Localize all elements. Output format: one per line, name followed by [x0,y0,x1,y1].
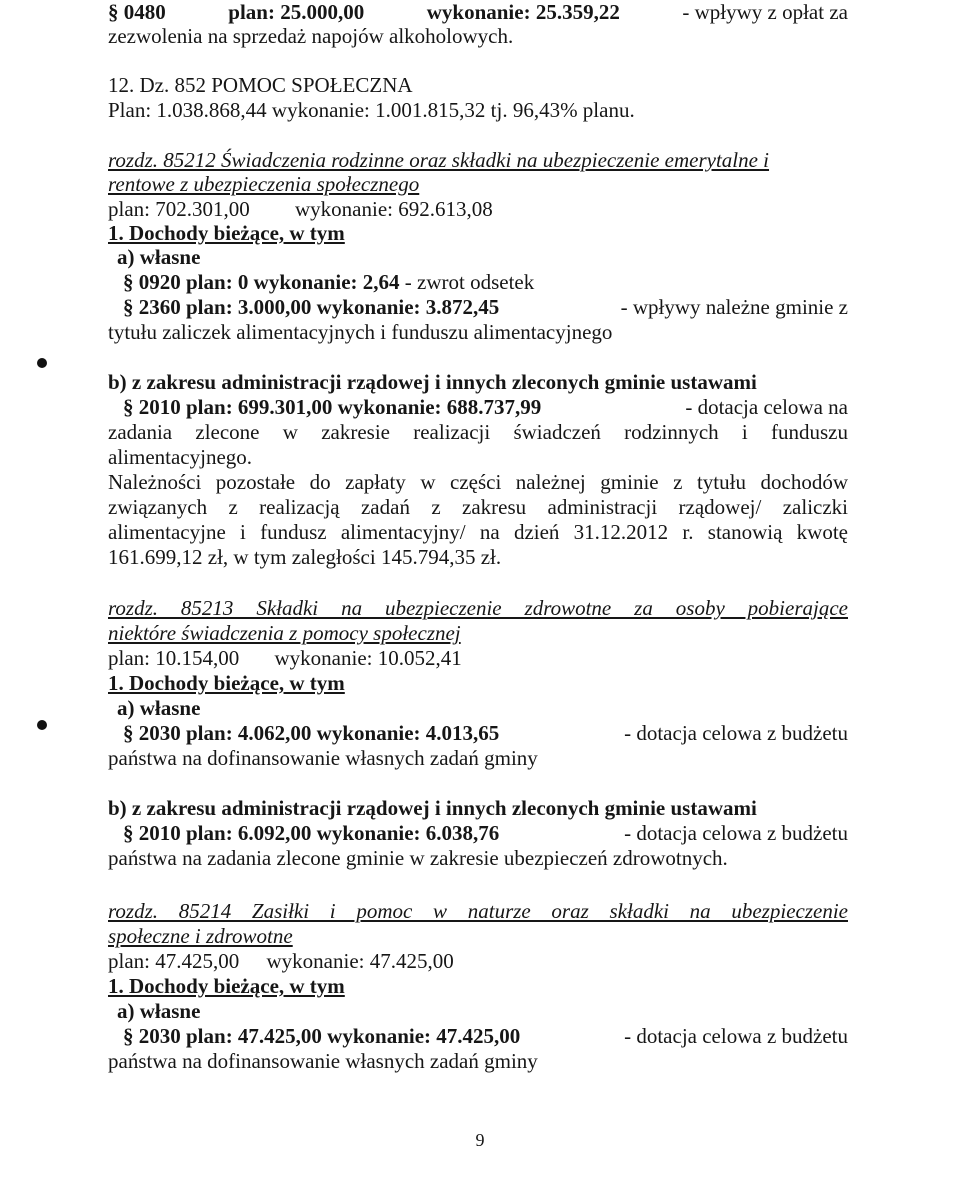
rozdz-85212-title: rozdz. 85212 Świadczenia rodzinne oraz składki na ubezpieczenie emerytalne i [108,148,770,172]
naleznosci-line-2: związanych z realizacją zadań z zakresu administracji rządowej/ zaliczki [108,495,848,519]
section-12-title: 12. Dz. 852 POMOC SPOŁECZNA [108,73,413,97]
para-2030-cont: państwa na dofinansowanie własnych zadań gminy [108,746,538,770]
rozdz-85213-plan: plan: 10.154,00 [108,646,240,670]
para-0480-label: § 0480 [108,0,166,24]
para-0480-plan: plan: 25.000,00 [228,0,365,24]
rozdz-85212-dochody: 1. Dochody bieżące, w tym [108,221,345,245]
para-0480-cont: zezwolenia na sprzedaż napojów alkoholowych. [108,24,514,48]
para-2010-85213-desc: - dotacja celowa z budżetu [624,821,848,845]
para-2030-desc: - dotacja celowa z budżetu [624,721,848,745]
para-2010-desc: - dotacja celowa na [685,395,848,419]
rozdz-85213-admin: b) z zakresu administracji rządowej i innych zleconych gminie ustawami [108,796,757,820]
section-12-plan: Plan: 1.038.868,44 wykonanie: 1.001.815,32 tj. 96,43% planu. [108,98,635,122]
para-2360-line [123,295,848,319]
rozdz-85212-wlasne: a) własne [117,245,201,269]
rozdz-85213-title-cont: niektóre świadczenia z pomocy społecznej [108,621,461,645]
rozdz-85214-dochody: 1. Dochody bieżące, w tym [108,974,345,998]
rozdz-85214-title: rozdz. 85214 Zasiłki i pomoc w naturze oraz składki na ubezpieczenie [108,899,848,923]
rozdz-85214-plan-line [108,949,848,973]
para-0480-wykonanie: wykonanie: 25.359,22 [426,0,620,24]
rozdz-85212-admin: b) z zakresu administracji rządowej i innych zleconych gminie ustawami [108,370,757,394]
punch-hole-mark [37,720,47,730]
rozdz-85212-wykonanie: wykonanie: 692.613,08 [295,197,493,221]
naleznosci-line-1: Należności pozostałe do zapłaty w części należnej gminie z tytułu dochodów [108,470,848,494]
para-2010-85213-cont: państwa na zadania zlecone gminie w zakresie ubezpieczeń zdrowotnych. [108,846,728,870]
para-0920-desc: - zwrot odsetek [404,270,535,294]
rozdz-85214-wykonanie: wykonanie: 47.425,00 [266,949,454,973]
rozdz-85214-title-cont: społeczne i zdrowotne [108,924,293,948]
para-2360-label: § 2360 plan: 3.000,00 wykonanie: 3.872,45 [123,295,500,319]
para-2360-desc: - wpływy należne gminie z [620,295,848,319]
para-2360-cont: tytułu zaliczek alimentacyjnych i funduszu alimentacyjnego [108,320,613,344]
rozdz-85213-wlasne: a) własne [117,696,201,720]
rozdz-85212-plan: plan: 702.301,00 [108,197,250,221]
punch-hole-mark [37,358,47,368]
rozdz-85213-wykonanie: wykonanie: 10.052,41 [274,646,462,670]
para-2030-85214-desc: - dotacja celowa z budżetu [624,1024,848,1048]
para-0920-line [123,270,848,294]
rozdz-85214-wlasne: a) własne [117,999,201,1023]
para-0480-desc: - wpływy z opłat za [682,0,848,24]
rozdz-85213-title: rozdz. 85213 Składki na ubezpieczenie zdrowotne za osoby pobierające [108,596,848,620]
para-2030-85214-cont: państwa na dofinansowanie własnych zadań gminy [108,1049,538,1073]
para-2010-85213-line [123,821,848,845]
para-2030-line [123,721,848,745]
para-2010-85213-label: § 2010 plan: 6.092,00 wykonanie: 6.038,76 [123,821,500,845]
rozdz-85214-plan: plan: 47.425,00 [108,949,240,973]
para-0920-label: § 0920 plan: 0 wykonanie: 2,64 [123,270,400,294]
rozdz-85213-plan-line [108,646,848,670]
para-2010-label: § 2010 plan: 699.301,00 wykonanie: 688.737,99 [123,395,542,419]
para-2030-85214-label: § 2030 plan: 47.425,00 wykonanie: 47.425,00 [123,1024,521,1048]
rozdz-85212-title-cont: rentowe z ubezpieczenia społecznego [108,172,420,196]
para-2010-cont: zadania zlecone w zakresie realizacji świadczeń rodzinnych i funduszu [108,420,848,444]
page-number: 9 [475,1130,485,1150]
para-2030-label: § 2030 plan: 4.062,00 wykonanie: 4.013,65 [123,721,500,745]
para-2010-cont-2: alimentacyjnego. [108,445,253,469]
para-0480-line [108,0,848,24]
rozdz-85213-dochody: 1. Dochody bieżące, w tym [108,671,345,695]
rozdz-85212-plan-line [108,197,848,221]
para-2030-85214-line [123,1024,848,1048]
naleznosci-line-4: 161.699,12 zł, w tym zaległości 145.794,35 zł. [108,545,502,569]
para-2010-line [123,395,848,419]
naleznosci-line-3: alimentacyjne i fundusz alimentacyjny/ na dzień 31.12.2012 r. stanowią kwotę [108,520,848,544]
